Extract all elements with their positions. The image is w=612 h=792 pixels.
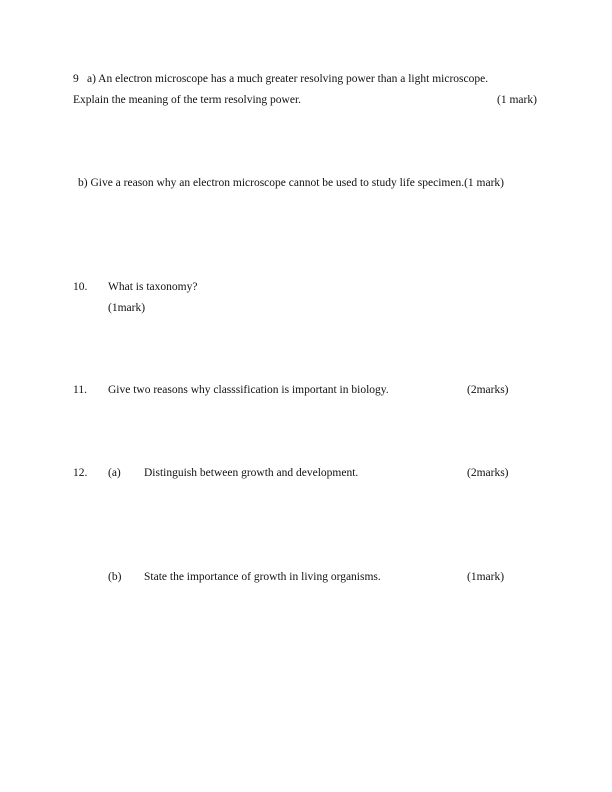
question-10-number: 10.: [73, 281, 88, 293]
question-12a-marks: (2marks): [467, 467, 509, 479]
question-9a-text: a) An electron microscope has a much greater resolving power than a light microscope.: [87, 73, 489, 85]
question-9a-text-line2: Explain the meaning of the term resolving power.: [73, 94, 302, 106]
question-12b-marks: (1mark): [467, 571, 505, 583]
question-12b-text: State the importance of growth in living organisms.: [144, 571, 381, 583]
question-12a-text: Distinguish between growth and development.: [144, 467, 359, 479]
question-10-text: What is taxonomy?: [108, 281, 198, 293]
question-12a-label: (a): [108, 467, 121, 479]
question-11-number: 11.: [73, 384, 87, 396]
question-12-number: 12.: [73, 467, 88, 479]
question-11-text: Give two reasons why classsification is important in biology.: [108, 384, 389, 396]
question-9b-text: b) Give a reason why an electron microscope cannot be used to study life specimen.(1 mark): [78, 177, 504, 189]
question-12b-label: (b): [108, 571, 122, 583]
question-9-number: 9: [73, 73, 79, 85]
question-9a-marks: (1 mark): [497, 94, 537, 106]
question-11-marks: (2marks): [467, 384, 509, 396]
question-10-marks: (1mark): [108, 302, 146, 314]
